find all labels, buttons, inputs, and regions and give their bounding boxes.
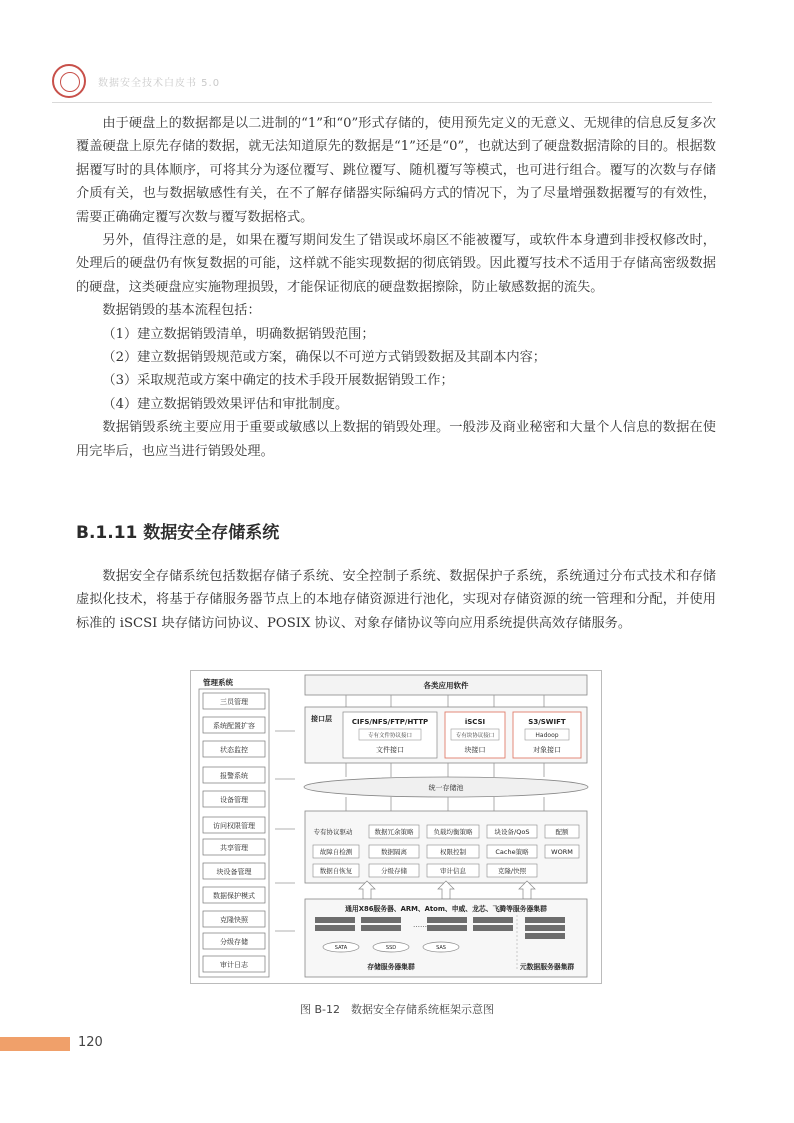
storage-cluster-label: 存储服务器集群 (367, 963, 415, 971)
mgmt-item: 状态监控 (220, 746, 248, 754)
mgmt-item: 审计日志 (220, 961, 248, 969)
function-item: 专有协议驱动 (313, 828, 353, 836)
file-interface: 文件接口 (376, 746, 404, 754)
list-item: （3）采取规范或方案中确定的技术手段开展数据销毁工作； (102, 373, 454, 389)
diagram-svg (191, 671, 601, 983)
meta-cluster-label: 元数据服务器集群 (519, 963, 575, 971)
paragraph: 另外，值得注意的是，如果在覆写期间发生了错误或坏扇区不能被覆写，或软件本身遭到非授权修改时，处理后的硬盘仍有恢复数据的可能，这样就不能实现数据的彻底销毁。因此覆写技术不适用于存储高密级数据的硬盘，这类硬盘应实施物理损毁，才能保证彻底的硬盘数据擦除，防止敏感数据的流失。 (76, 233, 716, 295)
function-item: 数据隔离 (381, 848, 407, 856)
servers-label: 通用X86服务器、ARM、Atom、申威、龙芯、飞腾等服务器集群 (345, 905, 547, 913)
page-bar (0, 1037, 70, 1051)
section-text (76, 565, 716, 635)
function-item: Cache策略 (495, 848, 529, 856)
list-item: （2）建立数据销毁规范或方案，确保以不可逆方式销毁数据及其副本内容； (102, 350, 546, 366)
paragraph: 由于硬盘上的数据都是以二进制的“1”和“0”形式存储的，使用预先定义的无意义、无规律的信息反复多次覆盖硬盘上原先存储的数据，就无法知道原先的数据是“1”还是“0”，也就达到了硬盘数据清除的目的。根据数据覆写时的具体顺序，可将其分为逐位覆写、跳位覆写、随机覆写等模式，也可进行组合。覆写的次数与存储介质有关，也与数据敏感性有关，在不了解存储器实际编码方式的情况下，为了尽量增强数据覆写的有效性，需要正确确定覆写次数与覆写数据格式。 (76, 116, 716, 225)
mgmt-item: 设备管理 (220, 796, 248, 804)
page-header (52, 62, 712, 103)
mgmt-item: 系统配置扩容 (213, 722, 255, 730)
paragraph: 数据安全存储系统包括数据存储子系统、安全控制子系统、数据保护子系统，系统通过分布式技术和存储虚拟化技术，将基于存储服务器节点上的本地存储资源进行池化，实现对存储资源的统一管理和分配，并使用标准的 iSCSI 块存储访问协议、POSIX 协议、对象存储协议等向应用系统提供高效存储服务。 (76, 569, 716, 631)
function-item: 分级存储 (381, 867, 407, 875)
function-item: 数据自恢复 (319, 867, 353, 875)
object-interface: 对象接口 (533, 746, 561, 754)
header-title: 数据安全技术白皮书 5.0 (98, 78, 221, 89)
disk-label: SAS (436, 945, 446, 951)
dots: …… (413, 921, 427, 929)
mgmt-title: 管理系统 (203, 678, 233, 687)
function-item: 块设备/QoS (494, 828, 530, 836)
mgmt-item: 共享管理 (220, 844, 248, 852)
figure-caption: 图 B-12 数据安全存储系统框架示意图 (299, 1003, 494, 1016)
function-item: 数据冗余策略 (374, 828, 414, 836)
paragraph: 数据销毁系统主要应用于重要或敏感以上数据的销毁处理。一般涉及商业秘密和大量个人信息的数据在使用完毕后，也应当进行销毁处理。 (76, 420, 716, 459)
mgmt-item: 块设备管理 (216, 868, 252, 876)
architecture-diagram (190, 670, 602, 984)
object-protocol: S3/SWIFT (528, 718, 566, 726)
list-item: （1）建立数据销毁清单，明确数据销毁范围； (102, 326, 375, 342)
block-protocol: iSCSI (464, 718, 486, 726)
mgmt-item: 分级存储 (220, 938, 248, 946)
mgmt-item: 报警系统 (220, 772, 248, 780)
file-private: 专有文件协议接口 (367, 733, 413, 739)
function-item: 克隆/快照 (497, 867, 527, 875)
disk-label: SSD (385, 945, 397, 951)
mgmt-item: 访问权限管理 (213, 822, 255, 830)
function-item: 配额 (555, 828, 569, 836)
mgmt-items (203, 693, 265, 972)
interface-layer-label: 接口层 (311, 715, 332, 723)
list-item: （4）建立数据销毁效果评估和审批制度。 (102, 396, 349, 412)
disk-label: SATA (334, 945, 348, 951)
body-text (76, 112, 716, 463)
function-item: 权限控制 (440, 848, 466, 856)
function-item: WORM (551, 848, 573, 856)
page-number: 120 (78, 1035, 103, 1050)
block-private: 专有块协议接口 (455, 733, 495, 739)
function-item: 故障自检测 (319, 848, 353, 856)
function-item: 审计信息 (440, 867, 466, 875)
publisher-logo-icon (52, 64, 86, 98)
paragraph: 数据销毁的基本流程包括： (102, 303, 261, 319)
hadoop: Hadoop (535, 732, 559, 739)
section-title: B.1.11 数据安全存储系统 (76, 523, 280, 543)
file-protocol: CIFS/NFS/FTP/HTTP (351, 718, 429, 726)
mgmt-item: 克隆快照 (220, 916, 248, 924)
apps-label: 各类应用软件 (423, 681, 469, 690)
unified-pool: 统一存储池 (428, 784, 464, 792)
meta-racks (525, 917, 565, 939)
mgmt-item: 三员管理 (220, 698, 248, 706)
function-item: 负载均衡策略 (433, 828, 473, 836)
block-interface: 块接口 (464, 746, 486, 754)
mgmt-item: 数据保护模式 (213, 892, 255, 900)
